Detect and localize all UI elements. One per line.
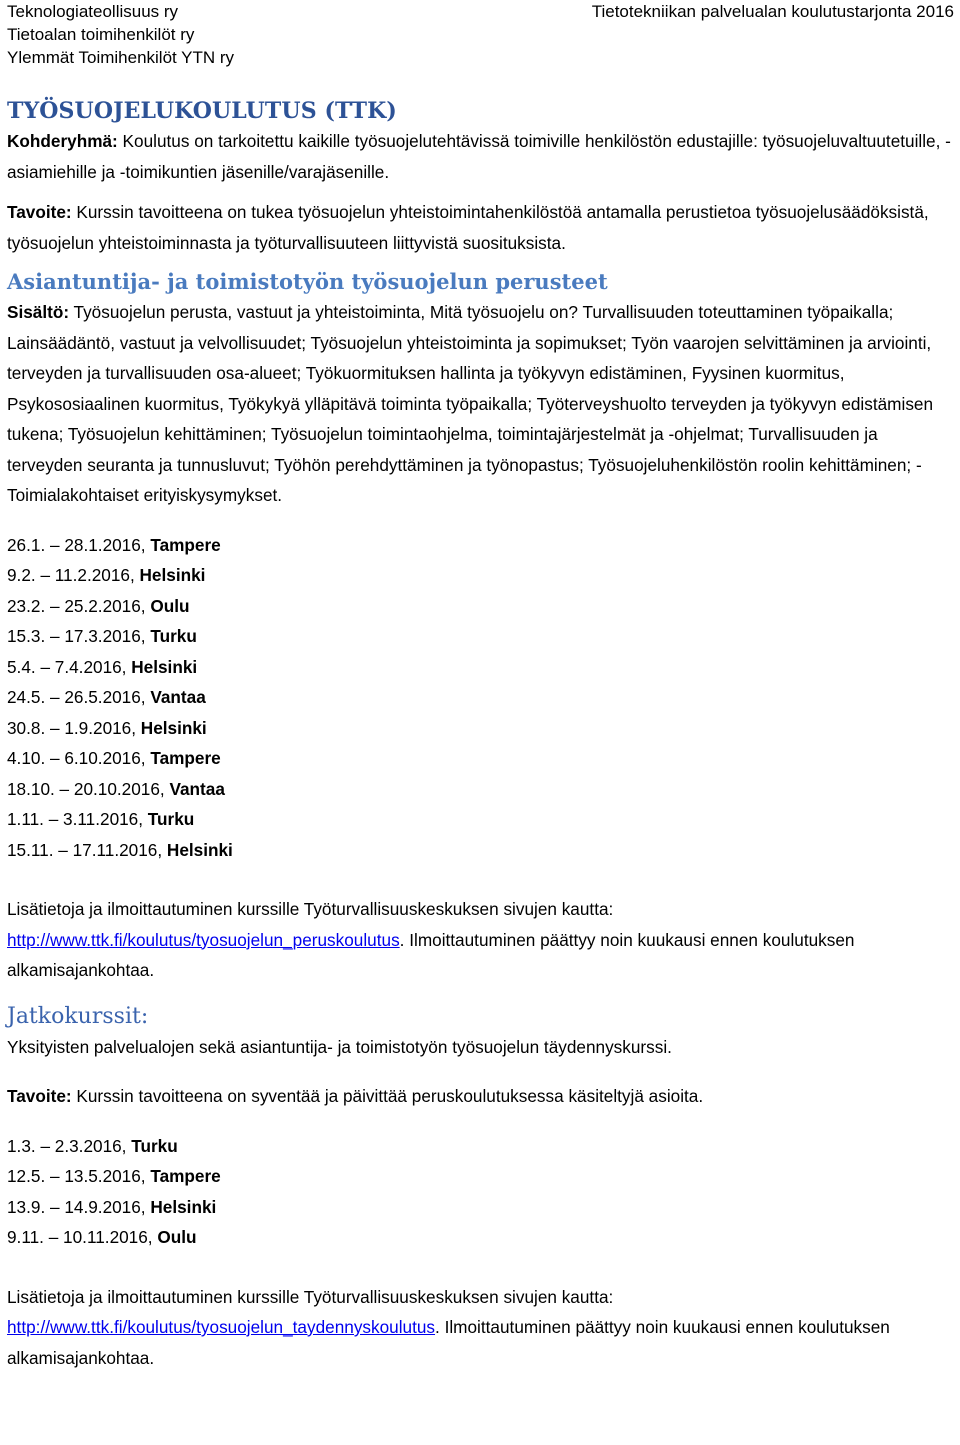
date-city: Turku <box>147 809 195 829</box>
date-row <box>7 1222 954 1253</box>
date-city: Helsinki <box>150 1196 217 1217</box>
document-page <box>7 0 954 1373</box>
page-header <box>7 0 954 69</box>
date-row <box>7 1161 954 1192</box>
date-row <box>7 682 954 713</box>
date-city: Tampere <box>150 1166 221 1186</box>
date-range: 23.2. – 25.2.2016, <box>7 595 151 616</box>
date-row <box>7 835 954 866</box>
date-range: 5.4. – 7.4.2016, <box>7 656 132 677</box>
date-city: Vantaa <box>169 778 225 799</box>
header-document-title: Tietotekniikan palvelualan koulutustarjonta 2016 <box>591 2 954 21</box>
date-city: Helsinki <box>140 717 207 738</box>
contents-paragraph <box>7 297 954 511</box>
date-row <box>7 621 954 652</box>
header-org: Tietoalan toimihenkilöt ry <box>7 25 195 44</box>
header-org: Ylemmät Toimihenkilöt YTN ry <box>7 48 235 67</box>
date-row <box>7 1131 954 1162</box>
followup-goal-paragraph <box>7 1081 954 1112</box>
date-city: Oulu <box>150 595 190 616</box>
target-group-label: Kohderyhmä: <box>7 131 118 151</box>
date-range: 12.5. – 13.5.2016, <box>7 1166 151 1186</box>
date-range: 18.10. – 20.10.2016, <box>7 778 170 799</box>
date-row <box>7 560 954 591</box>
basic-course-link[interactable]: http://www.ttk.fi/koulutus/tyosuojelun_peruskoulutus <box>7 929 400 950</box>
registration-note: . Ilmoittautuminen päättyy noin kuukausi ennen koulutuksen alkamisajankohtaa. <box>7 1317 890 1368</box>
info-text: Lisätietoja ja ilmoittautuminen kurssille Työturvallisuuskeskuksen sivujen kautta: <box>7 1286 614 1307</box>
date-row <box>7 774 954 805</box>
date-range: 15.11. – 17.11.2016, <box>7 839 167 860</box>
date-city: Helsinki <box>139 565 206 585</box>
info-text: Lisätietoja ja ilmoittautuminen kurssille Työturvallisuuskeskuksen sivujen kautta: <box>7 899 614 919</box>
target-group-paragraph <box>7 126 954 187</box>
target-group-text: Koulutus on tarkoitettu kaikille työsuojelutehtävissä toimiville henkilöstön edustajille: työsuojeluvaltuutetuille, -asiamiehille ja -toimikuntien jäsenille/varajäsenille. <box>7 131 951 182</box>
date-city: Helsinki <box>166 839 233 860</box>
header-org: Teknologiateollisuus ry <box>7 2 179 21</box>
date-range: 4.10. – 6.10.2016, <box>7 748 151 768</box>
goal-text: Kurssin tavoitteena on syventää ja päivittää peruskoulutuksessa käsiteltyjä asioita. <box>71 1086 704 1106</box>
date-city: Turku <box>131 1135 178 1156</box>
date-row <box>7 1192 954 1223</box>
followup-heading: Jatkokurssit: <box>7 1003 149 1029</box>
date-range: 1.11. – 3.11.2016, <box>7 809 148 829</box>
contents-label: Sisältö: <box>7 302 70 322</box>
registration-note: . Ilmoittautuminen päättyy noin kuukausi ennen koulutuksen alkamisajankohtaa. <box>7 929 855 980</box>
date-range: 30.8. – 1.9.2016, <box>7 717 141 738</box>
date-city: Oulu <box>157 1227 197 1247</box>
date-row <box>7 652 954 683</box>
followup-info-paragraph <box>7 1282 954 1374</box>
basic-info-paragraph <box>7 894 954 986</box>
basic-course-dates <box>7 530 954 866</box>
date-range: 13.9. – 14.9.2016, <box>7 1196 151 1217</box>
date-row <box>7 743 954 774</box>
date-city: Helsinki <box>131 656 198 677</box>
date-row <box>7 713 954 744</box>
date-range: 15.3. – 17.3.2016, <box>7 626 151 646</box>
page-title: TYÖSUOJELUKOULUTUS (TTK) <box>7 98 397 124</box>
date-city: Tampere <box>150 534 221 555</box>
date-row <box>7 804 954 835</box>
contents-text: Työsuojelun perusta, vastuut ja yhteistoiminta, Mitä työsuojelu on? Turvallisuuden toteuttaminen työpaikalla; Lainsäädäntö, vastuut ja velvollisuudet; Työsuojelun yhteistoiminta ja sopimukset; Työn vaarojen selvittäminen ja arviointi, terveyden ja turvallisuuden osa-alueet; Työkuormituksen hallinta ja työkyvyn edistäminen, Fyysinen kuormitus, Psykososiaalinen kuormitus, Työkykyä ylläpitävä toiminta työpaikalla; Työterveyshuolto terveyden ja työkyvyn edistämisen tukena; Työsuojelun kehittäminen; Työsuojelun toimintaohjelma, toimintajärjestelmät ja -ohjelmat; Turvallisuuden ja terveyden seuranta ja tunnusluvut; Työhön perehdyttäminen ja työnopastus; Työsuojeluhenkilöstön roolin kehittäminen; - Toimialakohtaiset erityiskysymykset. <box>7 302 934 505</box>
goal-text: Kurssin tavoitteena on tukea työsuojelun yhteistoimintahenkilöstöä antamalla perustietoa työsuojelusäädöksistä, työsuojelun yhteistoiminnasta ja työturvallisuuteen liittyvistä suosituksista. <box>7 202 929 253</box>
goal-label: Tavoite: <box>7 1086 72 1106</box>
header-organizations <box>7 0 234 69</box>
followup-description: Yksityisten palvelualojen sekä asiantuntija- ja toimistotyön työsuojelun täydennyskurssi. <box>7 1036 672 1057</box>
followup-dates <box>7 1131 954 1253</box>
date-range: 24.5. – 26.5.2016, <box>7 687 151 707</box>
date-range: 1.3. – 2.3.2016, <box>7 1135 132 1156</box>
date-city: Vantaa <box>150 687 206 707</box>
goal-label: Tavoite: <box>7 202 72 222</box>
date-range: 26.1. – 28.1.2016, <box>7 534 151 555</box>
date-city: Tampere <box>150 748 221 768</box>
goal-paragraph <box>7 197 954 258</box>
date-row <box>7 591 954 622</box>
followup-course-link[interactable]: http://www.ttk.fi/koulutus/tyosuojelun_taydennyskoulutus <box>7 1317 436 1337</box>
date-row <box>7 530 954 561</box>
date-city: Turku <box>150 626 197 646</box>
date-range: 9.2. – 11.2.2016, <box>7 565 140 585</box>
basic-course-heading: Asiantuntija- ja toimistotyön työsuojelun perusteet <box>7 269 608 294</box>
date-range: 9.11. – 10.11.2016, <box>7 1227 158 1247</box>
